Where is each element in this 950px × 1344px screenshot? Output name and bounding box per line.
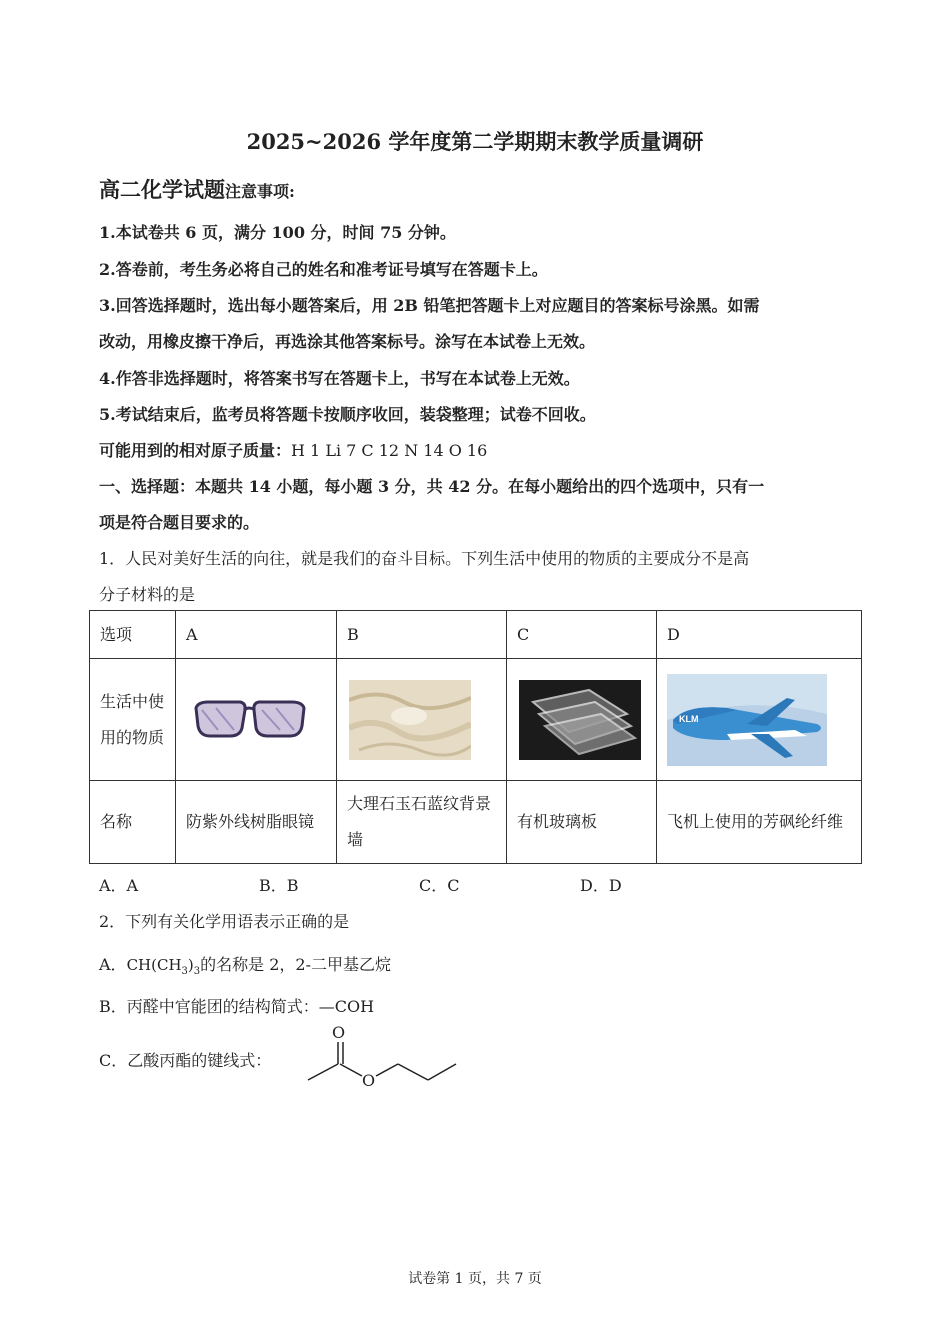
option-c-name: 有机玻璃板 bbox=[507, 781, 657, 864]
option-d-image-cell bbox=[657, 659, 862, 781]
notice-item-3a: 3.回答选择题时，选出每小题答案后，用 2B 铅笔把答题卡上对应题目的答案标号涂黑。如需 bbox=[99, 296, 760, 315]
acrylic-sheet-image bbox=[519, 680, 641, 760]
table-row bbox=[90, 781, 862, 864]
table-row bbox=[90, 659, 862, 781]
page-footer: 试卷第 1 页，共 7 页 bbox=[408, 1271, 542, 1287]
question-2-stem: 2．下列有关化学用语表示正确的是 bbox=[99, 912, 350, 931]
table-header-cell: B bbox=[337, 611, 507, 659]
question-1-stem-line1: 1．人民对美好生活的向往，就是我们的奋斗目标。下列生活中使用的物质的主要成分不是高 bbox=[99, 549, 750, 568]
q1-choice-a: A．A bbox=[99, 876, 139, 895]
table-header-cell: C bbox=[507, 611, 657, 659]
exam-title: 2025~2026 学年度第二学期期末教学质量调研 bbox=[246, 129, 704, 154]
table-row bbox=[90, 611, 862, 659]
q2-option-b: B．丙醛中官能团的结构简式：—COH bbox=[99, 997, 375, 1016]
atomic-mass-values: H 1 Li 7 C 12 N 14 O 16 bbox=[291, 441, 488, 460]
row-label-substance: 生活中使用的物质 bbox=[90, 659, 176, 781]
notice-heading: 注意事项: bbox=[225, 182, 295, 201]
atomic-mass-line bbox=[99, 438, 487, 461]
formula-close: ) bbox=[187, 956, 194, 974]
ester-oxygen-label: O bbox=[362, 1071, 376, 1090]
q2-option-a-formula bbox=[126, 956, 201, 977]
q2-option-a-text: 的名称是 2，2-二甲基乙烷 bbox=[200, 955, 391, 974]
row-label-name: 名称 bbox=[90, 781, 176, 864]
option-b-image-cell bbox=[337, 659, 507, 781]
notice-item-5: 5.考试结束后，监考员将答题卡按顺序收回，装袋整理；试卷不回收。 bbox=[99, 405, 596, 424]
notice-item-3b: 改动，用橡皮擦干净后，再选涂其他答案标号。涂写在本试卷上无效。 bbox=[99, 332, 596, 351]
notice-item-1: 1.本试卷共 6 页，满分 100 分，时间 75 分钟。 bbox=[99, 223, 456, 242]
subject-heading bbox=[99, 174, 295, 204]
q1-choice-b: B．B bbox=[259, 876, 299, 895]
q2-option-a bbox=[99, 952, 391, 977]
q1-choice-c: C．C bbox=[419, 876, 460, 895]
question-1-table bbox=[89, 610, 862, 864]
airplane-image bbox=[667, 674, 827, 766]
notice-item-2: 2.答卷前，考生务必将自己的姓名和准考证号填写在答题卡上。 bbox=[99, 260, 548, 279]
table-header-cell: D bbox=[657, 611, 862, 659]
question-1-stem-line2: 分子材料的是 bbox=[99, 585, 196, 604]
notice-item-4: 4.作答非选择题时，将答案书写在答题卡上，书写在本试卷上无效。 bbox=[99, 369, 580, 388]
glasses-image bbox=[188, 680, 310, 760]
airline-logo: KLM bbox=[679, 713, 699, 724]
section-heading-line2: 项是符合题目要求的。 bbox=[99, 513, 260, 532]
q2-option-c: C．乙酸丙酯的键线式： bbox=[99, 1051, 272, 1070]
propyl-acetate-skeletal-formula bbox=[300, 1020, 465, 1095]
q1-choice-d: D．D bbox=[580, 876, 622, 895]
option-b-name: 大理石玉石蓝纹背景墙 bbox=[337, 781, 507, 864]
option-a-image-cell bbox=[176, 659, 337, 781]
formula-subscript: 3 bbox=[181, 966, 188, 977]
carbonyl-oxygen-label: O bbox=[332, 1023, 346, 1042]
section-heading-line1: 一、选择题：本题共 14 小题，每小题 3 分，共 42 分。在每小题给出的四个选项中，只有一 bbox=[99, 477, 765, 496]
marble-wall-image bbox=[349, 680, 471, 760]
option-c-image-cell bbox=[507, 659, 657, 781]
formula-subscript-2: 3 bbox=[193, 966, 201, 977]
option-a-name: 防紫外线树脂眼镜 bbox=[176, 781, 337, 864]
table-header-cell: 选项 bbox=[90, 611, 176, 659]
option-d-name: 飞机上使用的芳砜纶纤维 bbox=[657, 781, 862, 864]
subject-title: 高二化学试题 bbox=[99, 177, 225, 202]
q2-option-a-letter: A． bbox=[99, 955, 127, 974]
atomic-mass-label: 可能用到的相对原子质量： bbox=[99, 441, 292, 460]
formula-main: CH(CH bbox=[126, 956, 182, 974]
table-header-cell: A bbox=[176, 611, 337, 659]
